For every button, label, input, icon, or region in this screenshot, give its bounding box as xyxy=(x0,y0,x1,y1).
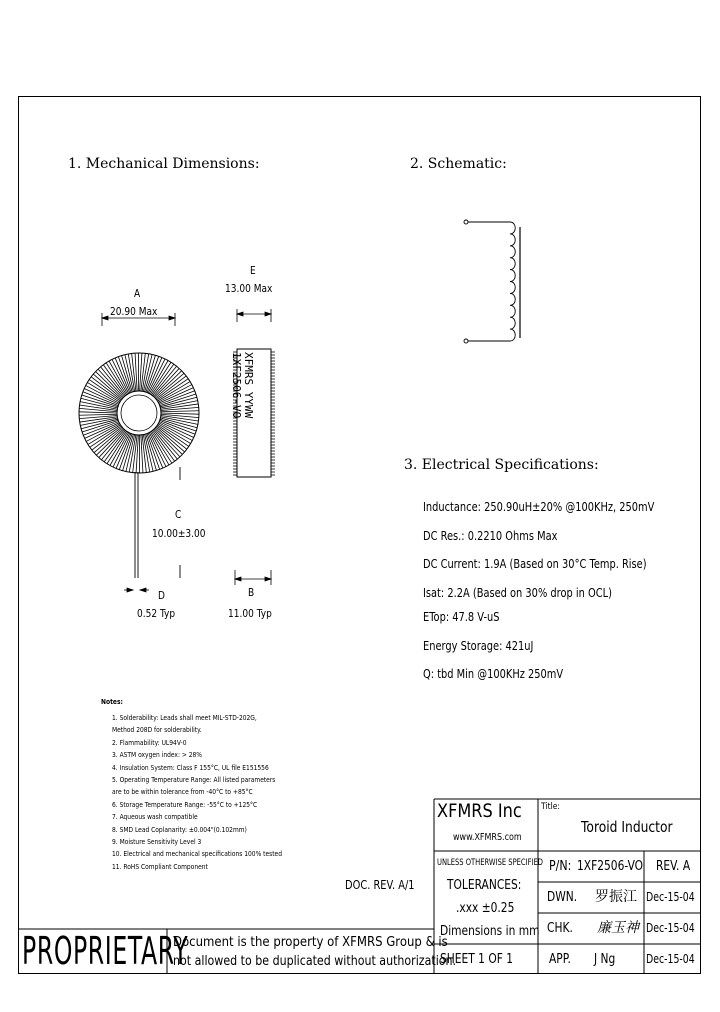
note-item: 7. Aqueous wash compatible xyxy=(112,813,198,822)
tolerance-value: .xxx ±0.25 xyxy=(456,901,515,916)
note-item: 10. Electrical and mechanical specifications 100% tested xyxy=(112,850,282,859)
marking-line2: 1XF2506-VO xyxy=(230,352,243,419)
schematic-heading: 2. Schematic: xyxy=(410,156,507,172)
part-marking xyxy=(230,352,268,474)
app-name: J Ng xyxy=(594,952,616,967)
part-number: 1XF2506-VO xyxy=(577,859,644,874)
dim-b-value: 11.00 Typ xyxy=(228,607,272,620)
chk-date: Dec-15-04 xyxy=(646,921,695,935)
app-date: Dec-15-04 xyxy=(646,952,695,966)
dim-e-label: E xyxy=(250,264,256,277)
note-item: 3. ASTM oxygen index: > 28% xyxy=(112,751,202,760)
electrical-spec-item: Energy Storage: 421uJ xyxy=(423,638,534,653)
note-item: 2. Flammability: UL94V-0 xyxy=(112,738,187,747)
dwn-name: 罗振江 xyxy=(595,889,637,905)
chk-label: CHK. xyxy=(547,921,573,936)
title-label: Title: xyxy=(541,802,560,812)
sheet-number: SHEET 1 OF 1 xyxy=(440,952,514,967)
note-item: 8. SMD Lead Coplanarity: ±0.004"(0.102mm) xyxy=(112,825,247,834)
note-item: 4. Insulation System: Class F 155°C, UL file E151556 xyxy=(112,763,269,772)
dim-d-label: D xyxy=(158,589,165,602)
note-item: 5. Operating Temperature Range: All listed parameters xyxy=(112,776,276,784)
dim-e-value: 13.00 Max xyxy=(225,282,273,295)
note-item: 1. Solderability: Leads shall meet MIL-STD-202G, xyxy=(112,714,257,722)
electrical-spec-item: Q: tbd Min @100KHz 250mV xyxy=(423,667,564,681)
tolerances-label: TOLERANCES: xyxy=(447,878,522,893)
toroid-top-view xyxy=(79,353,199,473)
dimension-d xyxy=(124,588,149,592)
company-name: XFMRS Inc xyxy=(437,800,522,822)
dimension-e xyxy=(237,309,271,322)
proprietary-line1: Document is the property of XFMRS Group & is xyxy=(173,935,448,950)
notes-title: Notes: xyxy=(101,698,123,706)
proprietary-line2: not allowed to be duplicated without authorization. xyxy=(173,954,457,969)
pn-label: P/N: xyxy=(549,859,572,874)
marking-line1: XFMRS YYWW xyxy=(242,352,255,419)
proprietary-word: PROPRIETARY xyxy=(22,929,189,973)
dim-c-value: 10.00±3.00 xyxy=(152,527,206,540)
electrical-heading: 3. Electrical Specifications: xyxy=(404,457,599,473)
note-item: are to be within tolerance from -40°C to +85°C xyxy=(112,788,253,797)
note-item: 6. Storage Temperature Range: -55°C to +125°C xyxy=(112,800,258,809)
chk-name: 廉玉神 xyxy=(597,920,639,936)
electrical-spec-item: ETop: 47.8 V-uS xyxy=(423,610,500,624)
dim-d-value: 0.52 Typ xyxy=(137,607,176,620)
revision: REV. A xyxy=(656,859,691,874)
drawing-title: Toroid Inductor xyxy=(581,818,673,836)
note-item: 11. RoHS Compliant Component xyxy=(112,862,208,871)
electrical-spec-item: DC Res.: 0.2210 Ohms Max xyxy=(423,528,558,543)
dwn-label: DWN. xyxy=(547,890,578,905)
schematic-diagram xyxy=(464,220,520,343)
dwn-date: Dec-15-04 xyxy=(646,890,695,904)
dimensions-unit: Dimensions in mm xyxy=(440,924,540,939)
dimension-b xyxy=(235,570,271,585)
electrical-spec-item: Inductance: 250.90uH±20% @100KHz, 250mV xyxy=(423,500,655,514)
mechanical-heading: 1. Mechanical Dimensions: xyxy=(68,156,260,172)
electrical-spec-item: Isat: 2.2A (Based on 30% drop in OCL) xyxy=(423,585,612,600)
dim-c-label: C xyxy=(175,508,182,521)
note-item: Method 208D for solderability. xyxy=(112,726,202,735)
dim-a-label: A xyxy=(134,287,141,300)
unless-note: UNLESS OTHERWISE SPECIFIED xyxy=(437,858,543,868)
note-item: 9. Moisture Sensitivity Level 3 xyxy=(112,838,202,846)
doc-revision: DOC. REV. A/1 xyxy=(345,878,415,892)
lead-dimension-c xyxy=(135,467,180,578)
electrical-spec-item: DC Current: 1.9A (Based on 30°C Temp. Rise) xyxy=(423,557,647,571)
dim-b-label: B xyxy=(248,586,255,599)
app-label: APP. xyxy=(549,952,571,967)
dim-a-value: 20.90 Max xyxy=(110,305,158,318)
company-website: www.XFMRS.com xyxy=(453,832,522,843)
